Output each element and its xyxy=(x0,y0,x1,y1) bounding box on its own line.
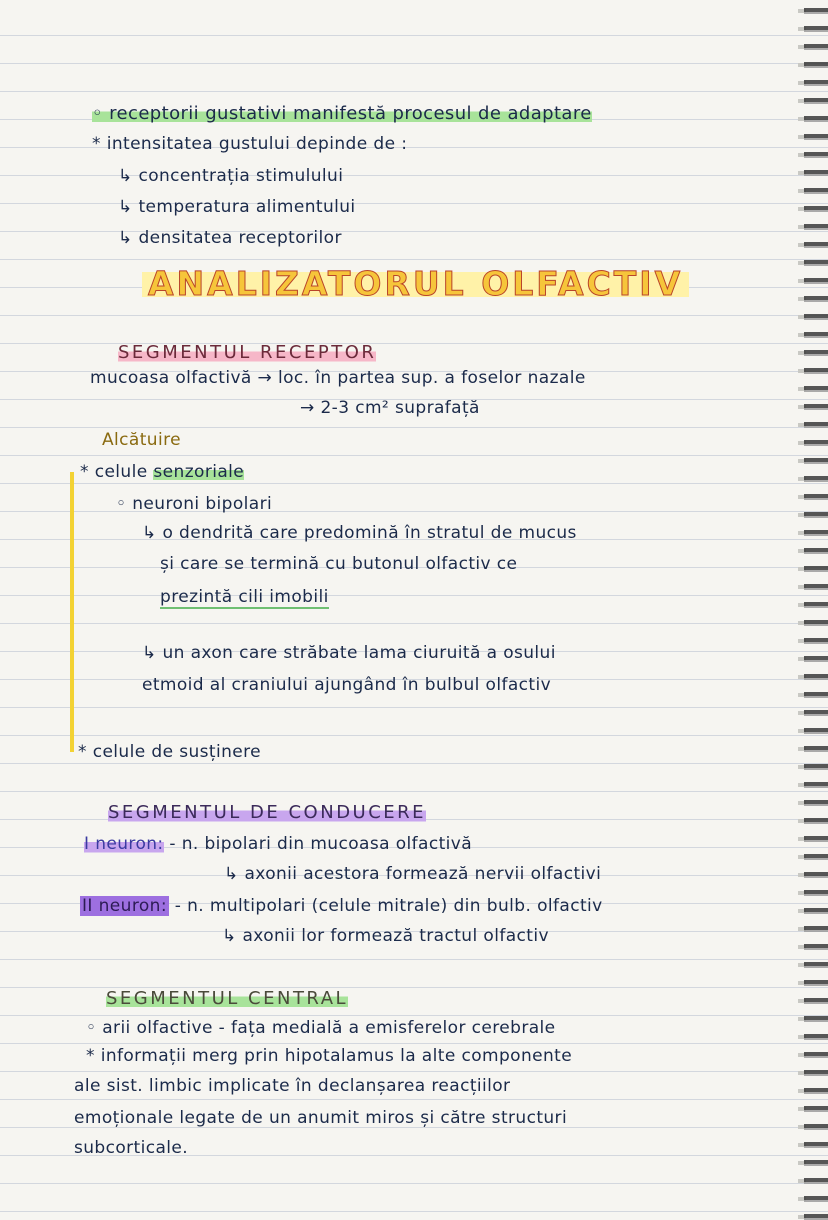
axon-line-1: ↳ un axon care străbate lama ciuruită a osului xyxy=(142,643,556,663)
note-text: ◦ receptorii gustativi manifestă procesul de adaptare xyxy=(92,103,592,124)
mucoasa-term: mucoasa olfactivă xyxy=(90,368,252,388)
alcatuire-label: Alcătuire xyxy=(102,430,181,450)
dendrita-line-1: ↳ o dendrită care predomină în stratul de mucus xyxy=(142,523,577,543)
neuron-2-sub: ↳ axonii lor formează tractul olfactiv xyxy=(222,926,549,946)
heading-segment-conducere: SEGMENTUL DE CONDUCERE xyxy=(108,802,427,823)
note-line-4: ↳ temperatura alimentului xyxy=(118,197,356,217)
dendrita-line-3 xyxy=(160,587,329,607)
neuron-2-label: II neuron: xyxy=(82,896,167,916)
senzoriale-term: senzoriale xyxy=(153,462,245,482)
info-line-1: * informații merg prin hipotalamus la alte componente xyxy=(86,1046,573,1066)
info-line-2: ale sist. limbic implicate în declanșarea reacțiilor xyxy=(74,1076,511,1096)
mucoasa-line xyxy=(90,368,586,388)
page-title: ANALIZATORUL OLFACTIV xyxy=(142,264,689,303)
dendrita-line-2: și care se termină cu butonul olfactiv ce xyxy=(160,554,518,574)
mucoasa-location: → loc. în partea sup. a foselor nazale xyxy=(257,368,586,388)
neuron-2-line xyxy=(80,896,603,916)
axon-text: etmoid al craniului ajungând în bulbul olfactiv xyxy=(142,675,552,695)
axon-line-2 xyxy=(142,675,551,695)
neuron-1-text: - n. bipolari din mucoasa olfactivă xyxy=(169,834,473,854)
note-line-1 xyxy=(92,103,592,124)
heading-segment-central: SEGMENTUL CENTRAL xyxy=(106,988,349,1009)
mucoasa-surface: → 2-3 cm² suprafață xyxy=(300,398,480,418)
neuron-1-line xyxy=(84,834,472,854)
cili-imobili: prezintă cili imobili xyxy=(160,587,329,607)
note-line-3: ↳ concentrația stimulului xyxy=(118,166,344,186)
spiral-binding xyxy=(804,0,828,1220)
neuron-1-label: I neuron: xyxy=(84,834,164,854)
heading-segment-receptor: SEGMENTUL RECEPTOR xyxy=(118,342,377,363)
celule-label: * celule xyxy=(80,462,148,482)
celule-senzoriale-line xyxy=(80,462,244,482)
arii-olfactive: ◦ arii olfactive - fața medială a emisferelor cerebrale xyxy=(86,1018,556,1038)
neuron-2-text: - n. multipolari (celule mitrale) din bulb. olfactiv xyxy=(174,896,603,916)
info-line-4: subcorticale. xyxy=(74,1138,189,1158)
neuron-1-sub: ↳ axonii acestora formează nervii olfactivi xyxy=(224,864,602,884)
celule-sustinere: * celule de susținere xyxy=(78,742,262,762)
note-line-2: * intensitatea gustului depinde de : xyxy=(92,134,408,154)
note-line-5: ↳ densitatea receptorilor xyxy=(118,228,342,248)
info-line-3: emoționale legate de un anumit miros și către structuri xyxy=(74,1108,568,1128)
neuroni-bipolari-line: ◦ neuroni bipolari xyxy=(116,494,273,514)
margin-highlight-bar xyxy=(70,472,74,752)
